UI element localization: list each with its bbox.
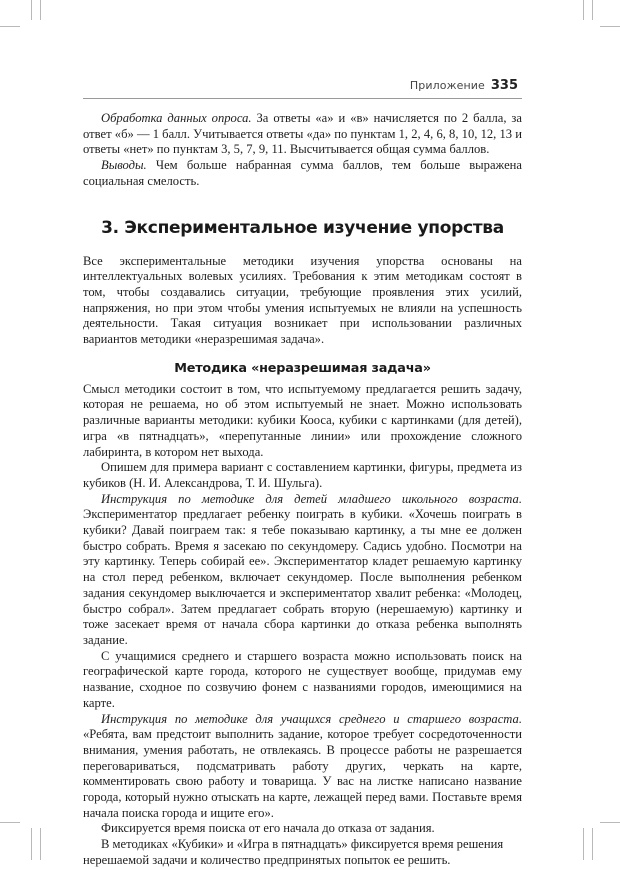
body-text (83, 111, 522, 869)
section-heading: 3. Экспериментальное изучение упорства (101, 217, 504, 238)
method-paragraph-final-text: В методиках «Кубики» и «Игра в пятнадцать» фиксируется время решения нерешаемой задачи и количество предпринятых попыток ее решить. (83, 837, 504, 867)
crop-mark-bottom-left-vertical-2 (40, 828, 41, 860)
method-paragraph-time-fixed-text: Фиксируется время поиска от его начала до отказа от задания. (101, 821, 435, 836)
running-header (360, 76, 518, 96)
intro-paragraph-processing (83, 111, 522, 158)
subsection-heading: Методика «неразрешимая задача» (174, 360, 431, 376)
crop-mark-top-left-vertical (31, 0, 32, 20)
crop-mark-top-right-horizontal (600, 26, 620, 27)
method-paragraph-map-search-text: С учащимися среднего и старшего возраста можно использовать поиск на географической карте города, которого не существует вообще, придумав ему название, сходное по созвучию фонем с названиями городов, имеющимися на карте. (83, 648, 522, 710)
crop-mark-top-left-horizontal (0, 26, 20, 27)
intro-paragraph-conclusions-text: Чем больше набранная сумма баллов, тем больше выражена социальная смелость. (83, 158, 522, 188)
method-paragraph-senior-instruction (83, 712, 522, 822)
method-paragraph-example (83, 460, 522, 491)
method-paragraph-map-search (83, 649, 522, 712)
intro-paragraph-processing-lead: Обработка данных опроса. (101, 111, 252, 125)
section-paragraph: Все экспериментальные методики изучения упорства основаны на интеллектуальных волевых усилиях. Требования к этим методикам состоят в том, чтобы создавались ситуации, требующие проявления этих усилий, напряжения, но при этом чтобы умения испытуемых не влияли на успешность деятельности. Такая ситуация возникает при использовании различных вариантов методики «неразрешимая задача». (83, 253, 522, 347)
method-paragraph-senior-instruction-text: «Ребята, вам предстоит выполнить задание, которое требует сосредоточенности внимания, умения работать, не отвлекаясь. В процессе работы не разрешается переговариваться, подсматривать работу других, черкать на карте, комментировать свою работу и товарища. У вас на листке написано название города, который нужно отыскать на карте, лежащей перед вами. Поставьте время начала поиска города и ищите его». (83, 727, 522, 820)
method-paragraph-junior-instruction-text: Экспериментатор предлагает ребенку поиграть в кубики. «Хочешь поиграть в кубики? Давай поиграем так: я тебе показываю картинку, а ты мне ее должен быстро собрать. Время я засекаю по секундомеру. Садись удобно. Посмотри на эту картинку. Теперь собирай ее». Экспериментатор кладет решаемую картинку на стол перед ребенком, включает секундомер. После выполнения ребенком задания секундомер выключается и экспериментатор хвалит ребенка: «Молодец, быстро собрал». Затем предлагает собрать вторую (нерешаемую) картинку и тоже засекает время от начала сбора картинки до отказа ребенка выполнять задание. (83, 507, 522, 647)
crop-mark-bottom-right-vertical-2 (583, 828, 584, 860)
crop-mark-bottom-left-vertical (31, 828, 32, 860)
header-rule (83, 98, 522, 99)
intro-paragraph-conclusions-lead: Выводы. (101, 158, 147, 173)
intro-paragraph-conclusions (83, 158, 522, 189)
crop-mark-top-right-vertical-2 (583, 0, 584, 20)
intro-paragraph-processing-text: За ответы «а» и «в» начисляется по 2 балла, за ответ «б» — 1 балл. Учитывается ответы «да» по пунктам 1, 2, 4, 6, 8, 10, 12, 13 и ответы «нет» по пунктам 3, 5, 7, 9, 11. Высчитывается общая сумма баллов. (83, 111, 522, 157)
method-paragraph-meaning (83, 382, 522, 461)
page-number: 335 (490, 78, 518, 93)
method-paragraph-example-text: Опишем для примера вариант с составлением картинки, фигуры, предмета из кубиков (Н. И. Александрова, Т. И. Шульга). (83, 460, 522, 490)
crop-mark-bottom-right-horizontal (600, 822, 620, 823)
method-paragraph-senior-instruction-lead: Инструкция по методике для учащихся среднего и старшего возраста. (101, 711, 522, 726)
running-header-label: Приложение (409, 79, 485, 92)
method-paragraph-time-fixed (83, 821, 522, 837)
crop-mark-top-right-vertical (592, 0, 593, 20)
method-paragraph-final (83, 837, 522, 868)
method-paragraph-junior-instruction-lead: Инструкция по методике для детей младшего школьного возраста. (101, 491, 522, 506)
method-paragraph-junior-instruction (83, 492, 522, 649)
crop-mark-bottom-right-vertical (592, 828, 593, 860)
crop-mark-bottom-left-horizontal (0, 822, 20, 823)
crop-mark-top-left-vertical-2 (40, 0, 41, 20)
method-paragraph-meaning-text: Смысл методики состоит в том, что испытуемому предлагается решить задачу, которая не решаема, но об этом испытуемый не знает. Можно использовать различные варианты методики: кубики Кооса, кубики с картинками (для детей), игра «в пятнадцать», «перепутанные линии» или прохождение сложного лабиринта, в котором нет выхода. (83, 381, 522, 459)
